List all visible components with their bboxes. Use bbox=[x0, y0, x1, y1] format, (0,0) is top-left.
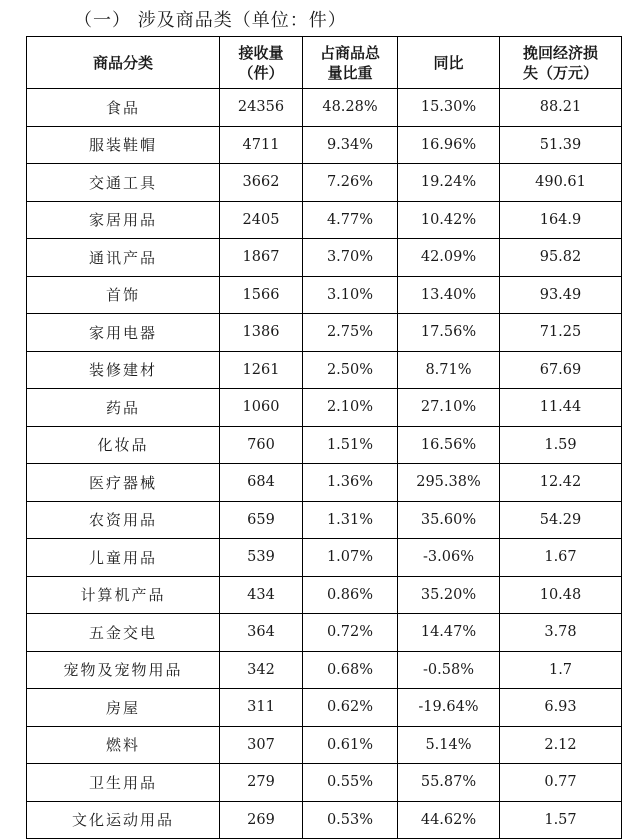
category-cell: 化妆品 bbox=[27, 426, 220, 464]
recovered-loss-cell: 6.93 bbox=[500, 689, 622, 727]
yoy-cell: -0.58% bbox=[398, 651, 500, 689]
received-count-cell: 1060 bbox=[220, 389, 303, 427]
yoy-cell: 8.71% bbox=[398, 351, 500, 389]
table-body bbox=[27, 89, 622, 839]
category-cell: 通讯产品 bbox=[27, 239, 220, 277]
category-cell: 药品 bbox=[27, 389, 220, 427]
share-cell: 0.55% bbox=[303, 764, 398, 802]
table-row bbox=[27, 314, 622, 352]
received-count-cell: 760 bbox=[220, 426, 303, 464]
share-cell: 0.53% bbox=[303, 801, 398, 839]
received-count-cell: 434 bbox=[220, 576, 303, 614]
received-count-cell: 342 bbox=[220, 651, 303, 689]
received-count-cell: 3662 bbox=[220, 164, 303, 202]
commodity-stats-table bbox=[26, 36, 622, 839]
recovered-loss-cell: 67.69 bbox=[500, 351, 622, 389]
share-cell: 4.77% bbox=[303, 201, 398, 239]
recovered-loss-cell: 1.57 bbox=[500, 801, 622, 839]
category-cell: 交通工具 bbox=[27, 164, 220, 202]
recovered-loss-cell: 54.29 bbox=[500, 501, 622, 539]
share-cell: 2.10% bbox=[303, 389, 398, 427]
yoy-cell: 42.09% bbox=[398, 239, 500, 277]
received-count-cell: 364 bbox=[220, 614, 303, 652]
share-cell: 0.61% bbox=[303, 726, 398, 764]
recovered-loss-cell: 71.25 bbox=[500, 314, 622, 352]
table-row bbox=[27, 389, 622, 427]
header-share-label: 占商品总 量比重 bbox=[319, 43, 380, 82]
recovered-loss-cell: 164.9 bbox=[500, 201, 622, 239]
share-cell: 0.72% bbox=[303, 614, 398, 652]
header-row bbox=[27, 37, 622, 89]
header-recovered-loss bbox=[500, 37, 622, 89]
received-count-cell: 684 bbox=[220, 464, 303, 502]
share-cell: 1.07% bbox=[303, 539, 398, 577]
share-cell: 0.62% bbox=[303, 689, 398, 727]
category-cell: 家居用品 bbox=[27, 201, 220, 239]
header-recovered-loss-label: 挽回经济损 失（万元） bbox=[522, 43, 598, 82]
recovered-loss-cell: 2.12 bbox=[500, 726, 622, 764]
yoy-cell: 295.38% bbox=[398, 464, 500, 502]
received-count-cell: 4711 bbox=[220, 126, 303, 164]
received-count-cell: 659 bbox=[220, 501, 303, 539]
received-count-cell: 311 bbox=[220, 689, 303, 727]
header-category-label: 商品分类 bbox=[92, 53, 153, 72]
category-cell: 儿童用品 bbox=[27, 539, 220, 577]
yoy-cell: 35.20% bbox=[398, 576, 500, 614]
section-title: （一） 涉及商品类（单位：件） bbox=[74, 10, 347, 31]
category-cell: 宠物及宠物用品 bbox=[27, 651, 220, 689]
received-count-cell: 279 bbox=[220, 764, 303, 802]
category-cell: 首饰 bbox=[27, 276, 220, 314]
received-count-cell: 24356 bbox=[220, 89, 303, 127]
recovered-loss-cell: 490.61 bbox=[500, 164, 622, 202]
category-cell: 卫生用品 bbox=[27, 764, 220, 802]
yoy-cell: 5.14% bbox=[398, 726, 500, 764]
yoy-cell: 10.42% bbox=[398, 201, 500, 239]
share-cell: 3.10% bbox=[303, 276, 398, 314]
yoy-cell: -19.64% bbox=[398, 689, 500, 727]
table-row bbox=[27, 164, 622, 202]
category-cell: 食品 bbox=[27, 89, 220, 127]
category-cell: 计算机产品 bbox=[27, 576, 220, 614]
table-row bbox=[27, 576, 622, 614]
header-category bbox=[27, 37, 220, 89]
recovered-loss-cell: 1.59 bbox=[500, 426, 622, 464]
table-row bbox=[27, 426, 622, 464]
yoy-cell: 14.47% bbox=[398, 614, 500, 652]
yoy-cell: -3.06% bbox=[398, 539, 500, 577]
category-cell: 燃料 bbox=[27, 726, 220, 764]
received-count-cell: 1261 bbox=[220, 351, 303, 389]
recovered-loss-cell: 11.44 bbox=[500, 389, 622, 427]
received-count-cell: 1386 bbox=[220, 314, 303, 352]
table-row bbox=[27, 614, 622, 652]
recovered-loss-cell: 10.48 bbox=[500, 576, 622, 614]
table-row bbox=[27, 201, 622, 239]
share-cell: 48.28% bbox=[303, 89, 398, 127]
yoy-cell: 13.40% bbox=[398, 276, 500, 314]
header-share bbox=[303, 37, 398, 89]
yoy-cell: 44.62% bbox=[398, 801, 500, 839]
recovered-loss-cell: 0.77 bbox=[500, 764, 622, 802]
table-row bbox=[27, 89, 622, 127]
header-yoy-label: 同比 bbox=[433, 53, 464, 72]
recovered-loss-cell: 1.7 bbox=[500, 651, 622, 689]
category-cell: 家用电器 bbox=[27, 314, 220, 352]
received-count-cell: 307 bbox=[220, 726, 303, 764]
received-count-cell: 2405 bbox=[220, 201, 303, 239]
share-cell: 9.34% bbox=[303, 126, 398, 164]
recovered-loss-cell: 51.39 bbox=[500, 126, 622, 164]
received-count-cell: 269 bbox=[220, 801, 303, 839]
share-cell: 7.26% bbox=[303, 164, 398, 202]
table-row bbox=[27, 726, 622, 764]
received-count-cell: 1867 bbox=[220, 239, 303, 277]
recovered-loss-cell: 1.67 bbox=[500, 539, 622, 577]
recovered-loss-cell: 93.49 bbox=[500, 276, 622, 314]
table-row bbox=[27, 239, 622, 277]
yoy-cell: 16.56% bbox=[398, 426, 500, 464]
yoy-cell: 15.30% bbox=[398, 89, 500, 127]
recovered-loss-cell: 88.21 bbox=[500, 89, 622, 127]
share-cell: 1.36% bbox=[303, 464, 398, 502]
table-row bbox=[27, 689, 622, 727]
share-cell: 0.86% bbox=[303, 576, 398, 614]
category-cell: 服装鞋帽 bbox=[27, 126, 220, 164]
share-cell: 2.75% bbox=[303, 314, 398, 352]
share-cell: 0.68% bbox=[303, 651, 398, 689]
category-cell: 房屋 bbox=[27, 689, 220, 727]
share-cell: 2.50% bbox=[303, 351, 398, 389]
recovered-loss-cell: 3.78 bbox=[500, 614, 622, 652]
share-cell: 1.31% bbox=[303, 501, 398, 539]
table-row bbox=[27, 276, 622, 314]
category-cell: 农资用品 bbox=[27, 501, 220, 539]
header-received-count-label: 接收量 （件） bbox=[238, 43, 284, 82]
table-row bbox=[27, 126, 622, 164]
table-row bbox=[27, 501, 622, 539]
header-received-count bbox=[220, 37, 303, 89]
table-row bbox=[27, 539, 622, 577]
category-cell: 文化运动用品 bbox=[27, 801, 220, 839]
yoy-cell: 19.24% bbox=[398, 164, 500, 202]
recovered-loss-cell: 12.42 bbox=[500, 464, 622, 502]
yoy-cell: 16.96% bbox=[398, 126, 500, 164]
share-cell: 1.51% bbox=[303, 426, 398, 464]
yoy-cell: 17.56% bbox=[398, 314, 500, 352]
category-cell: 五金交电 bbox=[27, 614, 220, 652]
table-row bbox=[27, 801, 622, 839]
table-row bbox=[27, 464, 622, 502]
header-yoy bbox=[398, 37, 500, 89]
category-cell: 装修建材 bbox=[27, 351, 220, 389]
yoy-cell: 55.87% bbox=[398, 764, 500, 802]
yoy-cell: 27.10% bbox=[398, 389, 500, 427]
recovered-loss-cell: 95.82 bbox=[500, 239, 622, 277]
category-cell: 医疗器械 bbox=[27, 464, 220, 502]
received-count-cell: 539 bbox=[220, 539, 303, 577]
received-count-cell: 1566 bbox=[220, 276, 303, 314]
table-row bbox=[27, 764, 622, 802]
share-cell: 3.70% bbox=[303, 239, 398, 277]
table-row bbox=[27, 651, 622, 689]
table-row bbox=[27, 351, 622, 389]
yoy-cell: 35.60% bbox=[398, 501, 500, 539]
